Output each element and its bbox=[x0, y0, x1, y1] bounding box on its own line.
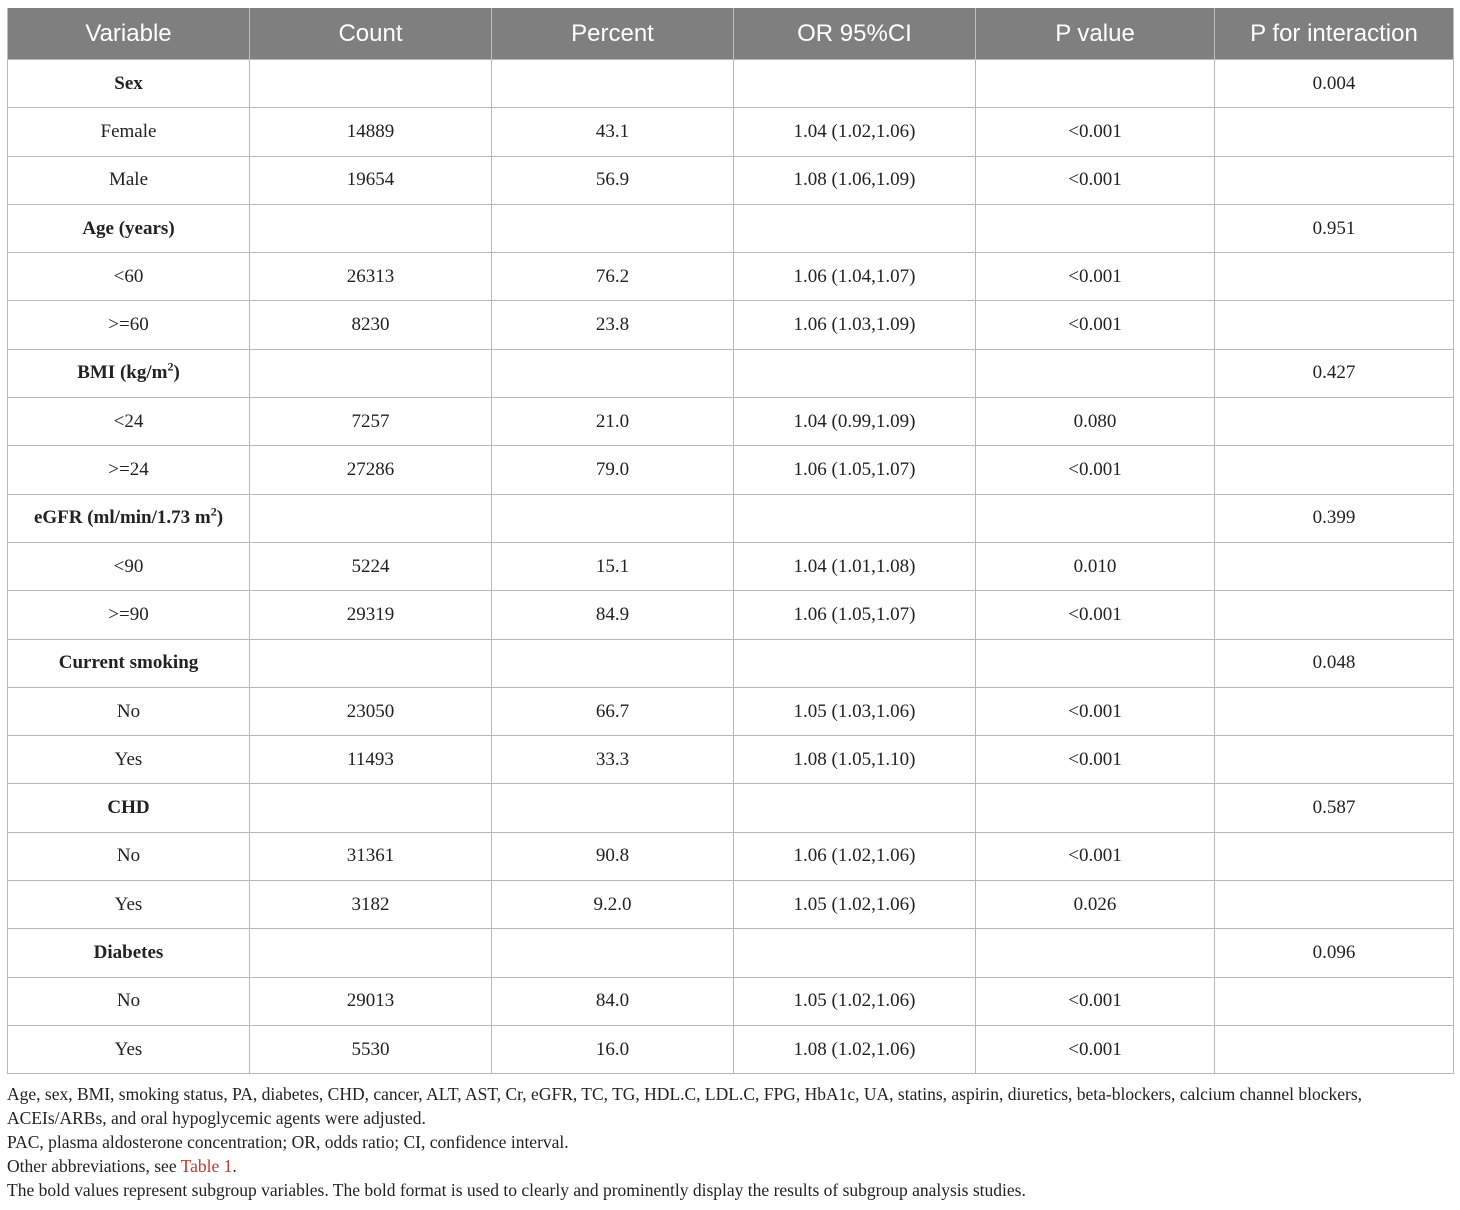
empty-cell bbox=[1215, 1025, 1454, 1073]
or-ci-cell: 1.08 (1.05,1.10) bbox=[734, 736, 976, 784]
empty-cell bbox=[1215, 398, 1454, 446]
or-ci-cell: 1.05 (1.02,1.06) bbox=[734, 881, 976, 929]
count-cell: 26313 bbox=[250, 253, 492, 301]
table-row bbox=[8, 446, 1454, 494]
empty-cell bbox=[492, 639, 734, 687]
count-cell: 27286 bbox=[250, 446, 492, 494]
variable-cell: Yes bbox=[8, 1025, 250, 1073]
variable-cell: >=60 bbox=[8, 301, 250, 349]
count-cell: 14889 bbox=[250, 108, 492, 156]
group-header-row bbox=[8, 784, 1454, 832]
group-label-suffix: ) bbox=[173, 362, 180, 384]
empty-cell bbox=[250, 349, 492, 397]
percent-cell: 84.0 bbox=[492, 977, 734, 1025]
group-header-row bbox=[8, 60, 1454, 108]
count-cell: 3182 bbox=[250, 881, 492, 929]
p-value-cell: <0.001 bbox=[976, 156, 1215, 204]
empty-cell bbox=[1215, 832, 1454, 880]
p-value-cell: <0.001 bbox=[976, 1025, 1215, 1073]
empty-cell bbox=[250, 494, 492, 542]
group-header-row bbox=[8, 639, 1454, 687]
empty-cell bbox=[250, 60, 492, 108]
group-header-row bbox=[8, 204, 1454, 252]
table-footnotes bbox=[7, 1082, 1455, 1202]
subgroup-table bbox=[7, 8, 1454, 1074]
empty-cell bbox=[250, 929, 492, 977]
footnote-other-abbreviations bbox=[7, 1154, 1455, 1178]
percent-cell: 90.8 bbox=[492, 832, 734, 880]
p-value-cell: <0.001 bbox=[976, 301, 1215, 349]
or-ci-cell: 1.04 (1.01,1.08) bbox=[734, 542, 976, 590]
group-label-text: Current smoking bbox=[58, 652, 199, 674]
empty-cell bbox=[976, 204, 1215, 252]
variable-cell: No bbox=[8, 687, 250, 735]
p-interaction-cell: 0.427 bbox=[1215, 349, 1454, 397]
empty-cell bbox=[1215, 687, 1454, 735]
group-label-suffix: ) bbox=[216, 507, 224, 529]
group-label-text: BMI (kg/m bbox=[77, 362, 168, 384]
or-ci-cell: 1.06 (1.04,1.07) bbox=[734, 253, 976, 301]
empty-cell bbox=[734, 639, 976, 687]
empty-cell bbox=[250, 639, 492, 687]
group-label bbox=[8, 60, 250, 108]
count-cell: 31361 bbox=[250, 832, 492, 880]
p-interaction-cell: 0.048 bbox=[1215, 639, 1454, 687]
empty-cell bbox=[1215, 977, 1454, 1025]
empty-cell bbox=[1215, 446, 1454, 494]
count-cell: 11493 bbox=[250, 736, 492, 784]
percent-cell: 56.9 bbox=[492, 156, 734, 204]
empty-cell bbox=[1215, 301, 1454, 349]
table-row bbox=[8, 881, 1454, 929]
table-row bbox=[8, 736, 1454, 784]
results-table-container bbox=[7, 8, 1453, 1074]
footnote-abbreviations: PAC, plasma aldosterone concentration; OR, odds ratio; CI, confidence interval. bbox=[7, 1132, 569, 1152]
p-value-cell: <0.001 bbox=[976, 108, 1215, 156]
variable-cell: Yes bbox=[8, 736, 250, 784]
variable-cell: Male bbox=[8, 156, 250, 204]
empty-cell bbox=[492, 784, 734, 832]
empty-cell bbox=[976, 349, 1215, 397]
group-label-text: Sex bbox=[114, 72, 143, 94]
header-or-ci: OR 95%CI bbox=[734, 8, 976, 60]
empty-cell bbox=[1215, 156, 1454, 204]
variable-cell: Yes bbox=[8, 881, 250, 929]
table-row bbox=[8, 977, 1454, 1025]
variable-cell: >=24 bbox=[8, 446, 250, 494]
p-interaction-cell: 0.004 bbox=[1215, 60, 1454, 108]
empty-cell bbox=[492, 60, 734, 108]
or-ci-cell: 1.06 (1.03,1.09) bbox=[734, 301, 976, 349]
p-interaction-cell: 0.096 bbox=[1215, 929, 1454, 977]
variable-cell: <60 bbox=[8, 253, 250, 301]
percent-cell: 43.1 bbox=[492, 108, 734, 156]
table-row bbox=[8, 253, 1454, 301]
p-value-cell: <0.001 bbox=[976, 832, 1215, 880]
p-value-cell: <0.001 bbox=[976, 446, 1215, 494]
group-label-text: Diabetes bbox=[93, 941, 164, 963]
percent-cell: 21.0 bbox=[492, 398, 734, 446]
empty-cell bbox=[1215, 736, 1454, 784]
percent-cell: 15.1 bbox=[492, 542, 734, 590]
empty-cell bbox=[250, 204, 492, 252]
or-ci-cell: 1.06 (1.02,1.06) bbox=[734, 832, 976, 880]
count-cell: 23050 bbox=[250, 687, 492, 735]
empty-cell bbox=[734, 784, 976, 832]
or-ci-cell: 1.05 (1.03,1.06) bbox=[734, 687, 976, 735]
variable-cell: Female bbox=[8, 108, 250, 156]
header-percent: Percent bbox=[492, 8, 734, 60]
or-ci-cell: 1.08 (1.02,1.06) bbox=[734, 1025, 976, 1073]
empty-cell bbox=[734, 929, 976, 977]
footnote-other-suffix: . bbox=[232, 1156, 237, 1176]
p-value-cell: <0.001 bbox=[976, 736, 1215, 784]
percent-cell: 79.0 bbox=[492, 446, 734, 494]
empty-cell bbox=[250, 784, 492, 832]
p-value-cell: 0.010 bbox=[976, 542, 1215, 590]
count-cell: 5530 bbox=[250, 1025, 492, 1073]
table-row bbox=[8, 687, 1454, 735]
or-ci-cell: 1.04 (0.99,1.09) bbox=[734, 398, 976, 446]
header-p-value: P value bbox=[976, 8, 1215, 60]
group-label-text: Age (years) bbox=[82, 217, 175, 239]
group-label bbox=[8, 349, 250, 397]
count-cell: 29319 bbox=[250, 591, 492, 639]
empty-cell bbox=[1215, 542, 1454, 590]
empty-cell bbox=[976, 784, 1215, 832]
footnote-other-prefix: Other abbreviations, see bbox=[7, 1156, 181, 1176]
table-row bbox=[8, 301, 1454, 349]
empty-cell bbox=[734, 60, 976, 108]
header-count: Count bbox=[250, 8, 492, 60]
empty-cell bbox=[734, 494, 976, 542]
table-row bbox=[8, 108, 1454, 156]
empty-cell bbox=[492, 204, 734, 252]
or-ci-cell: 1.06 (1.05,1.07) bbox=[734, 591, 976, 639]
table-row bbox=[8, 1025, 1454, 1073]
variable-cell: >=90 bbox=[8, 591, 250, 639]
p-value-cell: 0.026 bbox=[976, 881, 1215, 929]
empty-cell bbox=[1215, 108, 1454, 156]
table-row bbox=[8, 398, 1454, 446]
or-ci-cell: 1.08 (1.06,1.09) bbox=[734, 156, 976, 204]
empty-cell bbox=[492, 929, 734, 977]
variable-cell: No bbox=[8, 977, 250, 1025]
p-value-cell: <0.001 bbox=[976, 591, 1215, 639]
table-row bbox=[8, 156, 1454, 204]
empty-cell bbox=[976, 929, 1215, 977]
count-cell: 5224 bbox=[250, 542, 492, 590]
p-value-cell: <0.001 bbox=[976, 687, 1215, 735]
group-label bbox=[8, 639, 250, 687]
group-label bbox=[8, 204, 250, 252]
empty-cell bbox=[492, 494, 734, 542]
p-value-cell: <0.001 bbox=[976, 977, 1215, 1025]
empty-cell bbox=[1215, 253, 1454, 301]
count-cell: 8230 bbox=[250, 301, 492, 349]
group-label-text: eGFR (ml/min/1.73 m bbox=[33, 507, 211, 529]
p-value-cell: 0.080 bbox=[976, 398, 1215, 446]
empty-cell bbox=[976, 639, 1215, 687]
percent-cell: 76.2 bbox=[492, 253, 734, 301]
group-label bbox=[8, 784, 250, 832]
p-interaction-cell: 0.399 bbox=[1215, 494, 1454, 542]
p-value-cell: <0.001 bbox=[976, 253, 1215, 301]
or-ci-cell: 1.06 (1.05,1.07) bbox=[734, 446, 976, 494]
percent-cell: 23.8 bbox=[492, 301, 734, 349]
count-cell: 29013 bbox=[250, 977, 492, 1025]
table-row bbox=[8, 542, 1454, 590]
header-p-interaction: P for interaction bbox=[1215, 8, 1454, 60]
table-header-row bbox=[8, 8, 1454, 60]
footnote-bold: The bold values represent subgroup variables. The bold format is used to clearly and prominently display the results of subgroup analysis studies. bbox=[7, 1180, 1026, 1200]
empty-cell bbox=[1215, 881, 1454, 929]
percent-cell: 16.0 bbox=[492, 1025, 734, 1073]
or-ci-cell: 1.04 (1.02,1.06) bbox=[734, 108, 976, 156]
group-label-text: CHD bbox=[107, 797, 150, 819]
group-header-row bbox=[8, 349, 1454, 397]
empty-cell bbox=[976, 60, 1215, 108]
count-cell: 19654 bbox=[250, 156, 492, 204]
table-1-link[interactable]: Table 1 bbox=[180, 1156, 233, 1176]
group-label-superscript: 2 bbox=[167, 360, 174, 375]
p-interaction-cell: 0.587 bbox=[1215, 784, 1454, 832]
group-header-row bbox=[8, 494, 1454, 542]
variable-cell: No bbox=[8, 832, 250, 880]
table-body bbox=[8, 60, 1454, 1074]
table-row bbox=[8, 832, 1454, 880]
empty-cell bbox=[734, 204, 976, 252]
empty-cell bbox=[976, 494, 1215, 542]
p-interaction-cell: 0.951 bbox=[1215, 204, 1454, 252]
empty-cell bbox=[734, 349, 976, 397]
variable-cell: <24 bbox=[8, 398, 250, 446]
percent-cell: 9.2.0 bbox=[492, 881, 734, 929]
percent-cell: 84.9 bbox=[492, 591, 734, 639]
empty-cell bbox=[1215, 591, 1454, 639]
group-label bbox=[8, 494, 250, 542]
empty-cell bbox=[492, 349, 734, 397]
footnote-adjusted: Age, sex, BMI, smoking status, PA, diabetes, CHD, cancer, ALT, AST, Cr, eGFR, TC, TG, HDL.C, LDL.C, FPG, HbA1c, UA, statins, aspirin, diuretics, beta-blockers, calcium channel blockers, ACEIs/ARBs, and oral hypoglycemic agents were adjusted. bbox=[7, 1084, 1363, 1128]
percent-cell: 66.7 bbox=[492, 687, 734, 735]
group-header-row bbox=[8, 929, 1454, 977]
or-ci-cell: 1.05 (1.02,1.06) bbox=[734, 977, 976, 1025]
group-label-superscript: 2 bbox=[210, 504, 217, 519]
variable-cell: <90 bbox=[8, 542, 250, 590]
header-variable: Variable bbox=[8, 8, 250, 60]
percent-cell: 33.3 bbox=[492, 736, 734, 784]
table-row bbox=[8, 591, 1454, 639]
count-cell: 7257 bbox=[250, 398, 492, 446]
group-label bbox=[8, 929, 250, 977]
